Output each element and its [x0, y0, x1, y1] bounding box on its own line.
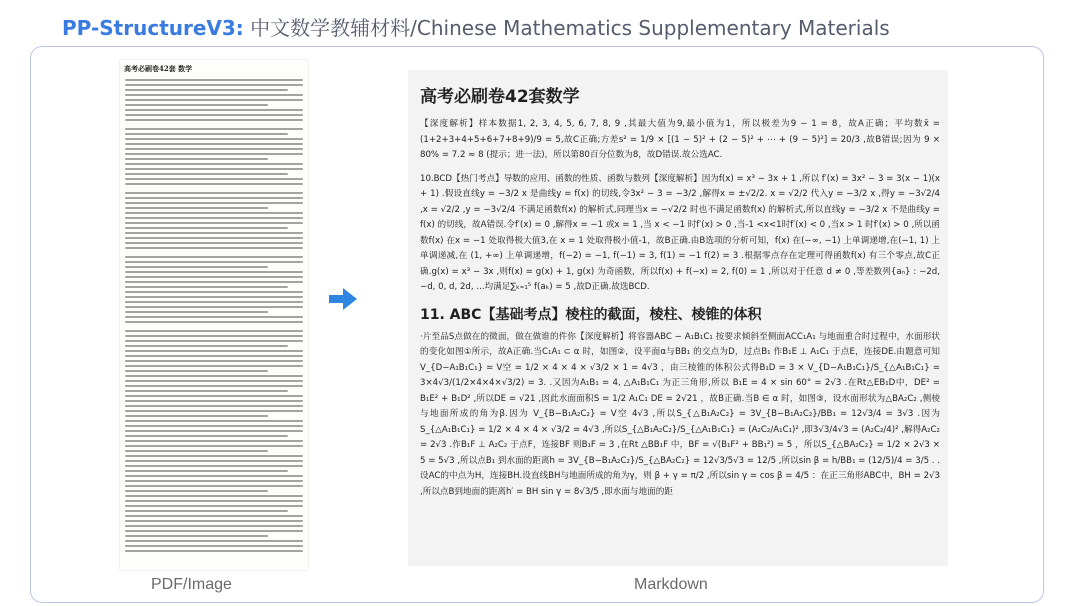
- scan-text-line: [125, 296, 303, 298]
- title-brand: PP-StructureV3:: [62, 16, 244, 40]
- scan-text-line: [125, 550, 303, 552]
- scan-text-line: [125, 286, 288, 288]
- scan-text-line: [125, 405, 303, 407]
- scan-text-line: [125, 247, 303, 249]
- scan-text-line: [125, 470, 288, 472]
- scan-text-line: [125, 390, 288, 392]
- scan-text-line: [125, 84, 303, 86]
- pdf-image-label: PDF/Image: [151, 576, 232, 593]
- scan-text-line: [125, 495, 303, 497]
- scan-text-line: [125, 410, 303, 412]
- scan-text-line: [125, 345, 288, 347]
- arrow-right-icon: [329, 288, 357, 310]
- scan-text-line: [125, 306, 303, 308]
- scan-text-line: [125, 525, 303, 527]
- scan-text-line: [125, 385, 303, 387]
- scan-text-line: [125, 335, 303, 337]
- markdown-heading: 高考必刷卷42套数学: [420, 87, 580, 107]
- scan-text-line: [125, 475, 303, 477]
- scan-title: 高考必刷卷42套 数学: [124, 64, 193, 73]
- scan-text-line: [125, 375, 303, 377]
- scan-text-line: [125, 197, 303, 199]
- scan-text-line: [125, 89, 288, 91]
- scan-text-line: [125, 94, 303, 96]
- scan-gap: [120, 121, 308, 125]
- scan-text-line: [125, 465, 303, 467]
- scan-text-line: [125, 301, 303, 303]
- markdown-label: Markdown: [634, 576, 708, 593]
- scan-text-line: [125, 460, 303, 462]
- scan-text-line: [125, 505, 303, 507]
- scan-text-line: [125, 321, 303, 323]
- title-text: 中文数学教辅材料/Chinese Mathematics Supplementary Materials: [243, 16, 890, 40]
- scan-text-line: [125, 530, 303, 532]
- scan-text-line: [125, 173, 288, 175]
- scan-text-line: [125, 360, 303, 362]
- scan-text-line: [125, 168, 303, 170]
- markdown-paragraph-1: 【深度解析】样本数据1, 2, 3, 4, 5, 6, 7, 8, 9 ,其最大值为9,最小值为1，所以极差为9 − 1 = 8，故A正确；平均数x̄ = (1+2+3+4+5+6+7+8+9)/9 = 5,故C正确;方差s² = 1/9 × [(1 − 5)² + (2 − 5)² + ⋯ + (9 − 5)²] = 20/3 ,故B错误;因为 9 × 80% = 7.2 ≈ 8 (提示；进一法)，所以第80百分位数为8，故D错误.故公选AC.: [420, 119, 940, 160]
- scan-text-line: [125, 535, 268, 537]
- scan-text-line: [125, 445, 303, 447]
- scan-text-line: [125, 256, 303, 258]
- scan-text-line: [125, 365, 303, 367]
- scan-text-line: [125, 114, 303, 116]
- scan-text-line: [125, 500, 303, 502]
- scan-text-line: [125, 480, 303, 482]
- scan-text-line: [125, 242, 303, 244]
- scan-text-line: [125, 350, 303, 352]
- scan-text-line: [125, 207, 268, 209]
- scan-text-line: [125, 227, 288, 229]
- scan-gap: [120, 249, 308, 253]
- scan-text-line: [125, 99, 303, 101]
- scan-text-line: [125, 545, 303, 547]
- scan-text-line: [125, 119, 303, 121]
- scan-text-line: [125, 540, 303, 542]
- scan-text-line: [125, 109, 303, 111]
- scan-text-line: [125, 515, 303, 517]
- scan-text-line: [125, 430, 303, 432]
- scan-text-line: [125, 266, 268, 268]
- scan-text-line: [125, 330, 303, 332]
- scan-text-line: [125, 420, 303, 422]
- scan-text-line: [125, 311, 268, 313]
- scan-text-line: [125, 148, 303, 150]
- scan-text-line: [125, 104, 268, 106]
- scan-text-line: [125, 143, 303, 145]
- scan-text-line: [125, 485, 303, 487]
- scan-gap: [120, 323, 308, 327]
- scan-text-line: [125, 316, 303, 318]
- scan-text-line: [125, 395, 303, 397]
- scan-text-line: [125, 79, 303, 81]
- scan-text-line: [125, 261, 303, 263]
- scan-text-line: [125, 490, 268, 492]
- scan-text-line: [125, 153, 303, 155]
- scan-text-lines: [120, 79, 308, 552]
- scan-text-line: [125, 400, 303, 402]
- scan-text-line: [125, 510, 288, 512]
- scan-gap: [120, 185, 308, 189]
- page-title: [62, 12, 890, 41]
- scan-text-line: [125, 192, 303, 194]
- scan-text-line: [125, 222, 303, 224]
- scan-text-line: [125, 163, 303, 165]
- scan-text-line: [125, 435, 288, 437]
- markdown-subheading: 11. ABC【基础考点】棱柱的截面，棱柱、棱锥的体积: [420, 306, 762, 323]
- scan-text-line: [125, 212, 303, 214]
- scan-text-line: [125, 237, 303, 239]
- scan-text-line: [125, 380, 303, 382]
- scan-text-line: [125, 128, 303, 130]
- scan-text-line: [125, 450, 268, 452]
- scanned-page-image: [120, 60, 308, 570]
- markdown-paragraph-2: 10.BCD【热门考点】导数的应用、函数的性质、函数与数列【深度解析】因为f(x) = x³ − 3x + 1 ,所以 f′(x) = 3x² − 3 = 3(x − 1)(x + 1) .假设直线y = −3/2 x 是曲线y = f(x) 的切线,令3x² − 3 = −3/2 ,解得x = ±√2/2. x = √2/2 代入y = −3/2 x ,得y = −3√2/4 ,x = √2/2 ,y = −3√2/4 不满足函数f(x) 的解析式,同理当x = −√2/2 时也不满足函数f(x) 的解析式,所以直线y = −3/2 x 不是曲线y = f(x) 的切线，故A错误.令f′(x) = 0 ,解得x = −1 或x = 1 ,当 x < −1 时f′(x) > 0 ,当-1 <x<1时f′(x) < 0 ,当x > 1 时f′(x) > 0 ,所以函数f(x) 在x = −1 处取得极大值3,在 x = 1 处取得极小值-1，故B正确.由B选项的分析可知，f(x) 在(−∞, −1) 上单调递增,在(−1, 1) 上单调递减,在 (1, +∞) 上单调递增，f(−2) = −1, f(−1) = 3, f(1) = −1 f(2) = 3 .根据零点存在定理可得函数f(x) 有三个零点,故C正确.g(x) = x³ − 3x ,则f(x) = g(x) + 1, g(x) 为奇函数，所以f(x) + f(−x) = 2, f(0) = 1 ,所以对于任意 d ≠ 0 ,等差数列{aₙ} : −2d, −d, 0, d, 2d, ...均满足∑ₖ₌₁⁵ f(aₖ) = 5 ,故D正确.故选BCD.: [420, 173, 940, 292]
- scan-text-line: [125, 415, 268, 417]
- scan-text-line: [125, 202, 303, 204]
- scan-text-line: [125, 291, 303, 293]
- markdown-render: [408, 70, 948, 566]
- scan-text-line: [125, 370, 268, 372]
- scan-text-line: [125, 217, 303, 219]
- markdown-paragraph-3: ·片至品S点做在的微面，做在做谁的件你【深度解析】将容器ABC − A₁B₁C₁ 按要求倾斜至侧面ACC₁A₁ 与地面重合时过程中，水面形状的变化如图①所示，故A正确.当C₁A₁ ⊂ α 时，如图②，设平面α与BB₁ 的交点为D，过点B₁ 作B₁E ⊥ A₁C₁ 于点E，连接DE.由题意可知V_{D−A₁B₁C₁} = V空 = 1/2 × 4 × 4 × √3/2 × 1 = 4√3 ，由三棱锥的体积公式得B₁D = 3 × V_{D−A₁B₁C₁}/S_{△A₁B₁C₁} = 3×4√3/(1/2×4×4×√3/2) = 3. .又因为A₁B₁ = 4, △A₁B₁C₁ 为正三角形,所以 B₁E = 4 × sin 60° = 2√3 .在Rt△EB₁D中，DE² = B₁E² + B₁D² ,所以DE = √21 ,因此水面面积S = 1/2 A₁C₁ DE = 2√21 ，故B正确.当B ∈ α 时，如图③，设水面形状为△BA₂C₂ ,侧棱与地面所成的角为β.因为 V_{B−B₁A₂C₂} = V空 4√3 ,所以S_{△B₁A₂C₂} = 3V_{B−B₁A₂C₂}/BB₁ = 12√3/4 = 3√3 .因为S_{△A₁B₁C₁} = 1/2 × 4 × 4 × √3/2 = 4√3 ,所以S_{△B₁A₂C₂}/S_{△A₁B₁C₁} = (A₂C₂/A₁C₁)² ,即3√3/4√3 = (A₂C₂/4)² ,解得A₂C₂ = 2√3 .作B₁F ⊥ A₂C₂ 于点F，连接BF 则B₁F = 3 ,在Rt △BB₁F 中，BF = √(B₁F² + BB₁²) = 5 ，所以S_{△BA₂C₂} = 1/2 × 2√3 × 5 = 5√3 ,所以点B₁ 到水面的距离h = 3V_{B−B₁A₂C₂}/S_{△BA₂C₂} = 12√3/5√3 = 12/5 ,所以sin β = h/BB₁ = (12/5)/4 = 3/5 . .设AC的中点为H，连接BH.设直线BH与地面所成的角为γ，则 β + γ = π/2 ,所以sin γ = cos β = 4/5 ：在正三角形ABC中，BH = 2√3 ,所以点B到地面的距离h′ = BH sin γ = 8√3/5 ,即水面与地面的距: [420, 331, 940, 497]
- scan-text-line: [125, 355, 303, 357]
- scan-text-line: [125, 183, 303, 185]
- scan-text-line: [125, 520, 303, 522]
- scan-text-line: [125, 276, 303, 278]
- scan-text-line: [125, 158, 268, 160]
- scan-text-line: [125, 232, 303, 234]
- scan-text-line: [125, 440, 303, 442]
- scan-text-line: [125, 271, 303, 273]
- scan-text-line: [125, 340, 303, 342]
- scan-text-line: [125, 425, 303, 427]
- scan-text-line: [125, 133, 288, 135]
- scan-text-line: [125, 178, 303, 180]
- scan-text-line: [125, 138, 303, 140]
- scan-text-line: [125, 281, 303, 283]
- scan-text-line: [125, 455, 303, 457]
